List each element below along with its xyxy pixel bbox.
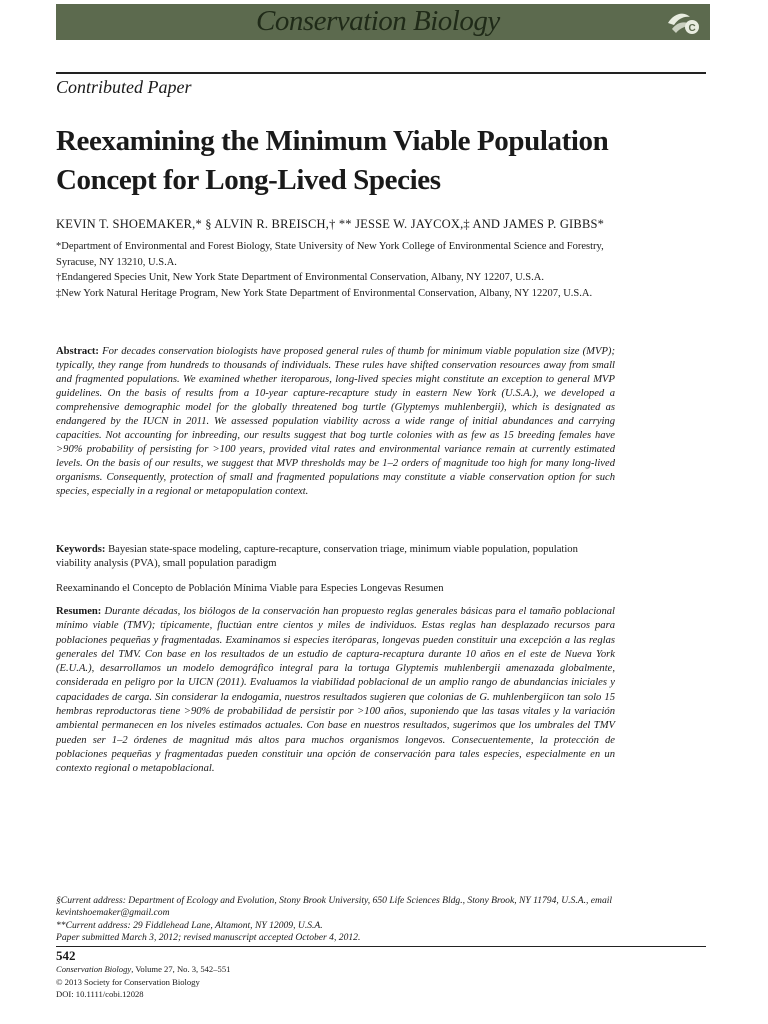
doi-line[interactable]: DOI: 10.1111/cobi.12028 [56, 989, 144, 999]
affiliation-line: †Endangered Species Unit, New York State Department of Environmental Conservation, Albany, NY 12207, U.S.A. [56, 272, 544, 283]
citation-journal: Conservation Biology [56, 964, 132, 974]
journal-logo-icon [666, 9, 700, 35]
abstract-text: For decades conservation biologists have proposed general rules of thumb for minimum viable population size (MVP); typically, they range from hundreds to thousands of individuals. These rules have shifted conservation resources away from small and fragmented populations. We examined whether iteroparous, long-lived species might constitute an exception to general MVP guidelines. On the basis of results from a 10-year capture-recapture study in eastern New York (U.S.A.), we developed a comprehensive demographic model for the globally threatened bog turtle (Glyptemys muhlenbergii), which is designated as endangered by the IUCN in 2011. We assessed population viability across a wide range of initial abundances and carrying capacities. Not accounting for inbreeding, our results suggest that bog turtle colonies with as few as 15 breeding females have >90% probability of persisting for >100 years, provided vital rates and environmental variance remain at currently estimated levels. On the basis of our results, we suggest that MVP thresholds may be 1–2 orders of magnitude too high for many long-lived organisms. Consequently, protection of small and fragmented populations may constitute a viable conservation option for such species, especially in a regional or metapopulation context. [56, 346, 615, 497]
citation-line [56, 963, 230, 976]
abstract [56, 345, 615, 499]
abstract-label: Abstract: [56, 346, 99, 357]
spanish-title: Reexaminando el Concepto de Población Mínima Viable para Especies Longevas Resumen [56, 583, 444, 594]
citation-block [56, 963, 230, 1001]
affiliation-line: Syracuse, NY 13210, U.S.A. [56, 256, 177, 268]
section-label: Contributed Paper [56, 77, 192, 97]
journal-name: Conservation Biology [256, 5, 500, 37]
keywords-label: Keywords: [56, 544, 106, 555]
footnote-line: §Current address: Department of Ecology and Evolution, Stony Brook University, 650 Life Sciences Bldg., Stony Brook, NY 11794, U.S.A., email [56, 895, 613, 906]
keywords-text: Bayesian state-space modeling, capture-recapture, conservation triage, minimum viable population, population viability analysis (PVA), small population paradigm [56, 544, 578, 569]
resumen-text: Durante décadas, los biólogos de la conservación han propuesto reglas generales básicas para el tamaño poblacional mínimo viable (TMV); típicamente, fluctúan entre cientos y miles de individuos. Estas reglas han desplazado recursos para poblaciones pequeñas y fragmentadas. Examinamos si especies iteróparas, longevas pueden constituir una excepción a las reglas generales del TMV. Con base en los resultados de un estudio de captura-recaptura durante 10 años en el este de Nueva York (E.U.A.), desarrollamos un modelo demográfico integral para la tortuga Glyptemis muhlenbergii amenazada globalmente, considerada en peligro por la UICN (2011). Evaluamos la viabilidad poblacional de un amplio rango de abundancias iniciales y capacidades de carga. Sin considerar la endogamia, nuestros resultados sugieren que colonias de G. muhlenbergiicon tan solo 15 hembras reproductoras tiene >90% de probabilidad de persistir por >100 años, suponiendo que las tasas vitales y la variación ambiental permanecen en los niveles estimados actuales. Con base en nuestros resultados, sugerimos que los umbrales del TMV pueden ser 1–2 órdenes de magnitud más altos para muchos organismos longevos. Consecuentemente, la protección de poblaciones pequeñas y fragmentadas pueden constituir una opción de conservación para tales especies, especialmente en un contexto regional o metapoblacional. [56, 606, 615, 775]
affiliation-line: ‡New York Natural Heritage Program, New York State Department of Environmental Conservation, Albany, NY 12207, U.S.A. [56, 287, 593, 299]
page-number: 542 [56, 948, 76, 963]
resumen [56, 605, 615, 777]
copyright-line: © 2013 Society for Conservation Biology [56, 976, 200, 987]
footnotes [56, 895, 716, 944]
header-rule [56, 72, 706, 74]
author-list: KEVIN T. SHOEMAKER,* § ALVIN R. BREISCH,† ** JESSE W. JAYCOX,‡ AND JAMES P. GIBBS* [56, 217, 605, 231]
article-title: Reexamining the Minimum Viable Population Concept for Long-Lived Species [56, 125, 609, 196]
keywords [56, 543, 615, 571]
affiliation-line: *Department of Environmental and Forest Biology, State University of New York College of Environmental Science and Forestry, [56, 241, 604, 252]
affiliations [56, 239, 716, 301]
footnote-line: Paper submitted March 3, 2012; revised manuscript accepted October 4, 2012. [56, 931, 361, 943]
footnote-email[interactable]: kevintshoemaker@gmail.com [56, 907, 170, 919]
svg-text:C: C [688, 23, 696, 34]
resumen-label: Resumen: [56, 606, 102, 617]
footer-rule [56, 946, 706, 947]
citation-volume: , Volume 27, No. 3, 542–551 [131, 964, 231, 974]
journal-header-bar [56, 4, 710, 40]
footnote-line: **Current address: 29 Fiddlehead Lane, Altamont, NY 12009, U.S.A. [56, 919, 323, 931]
